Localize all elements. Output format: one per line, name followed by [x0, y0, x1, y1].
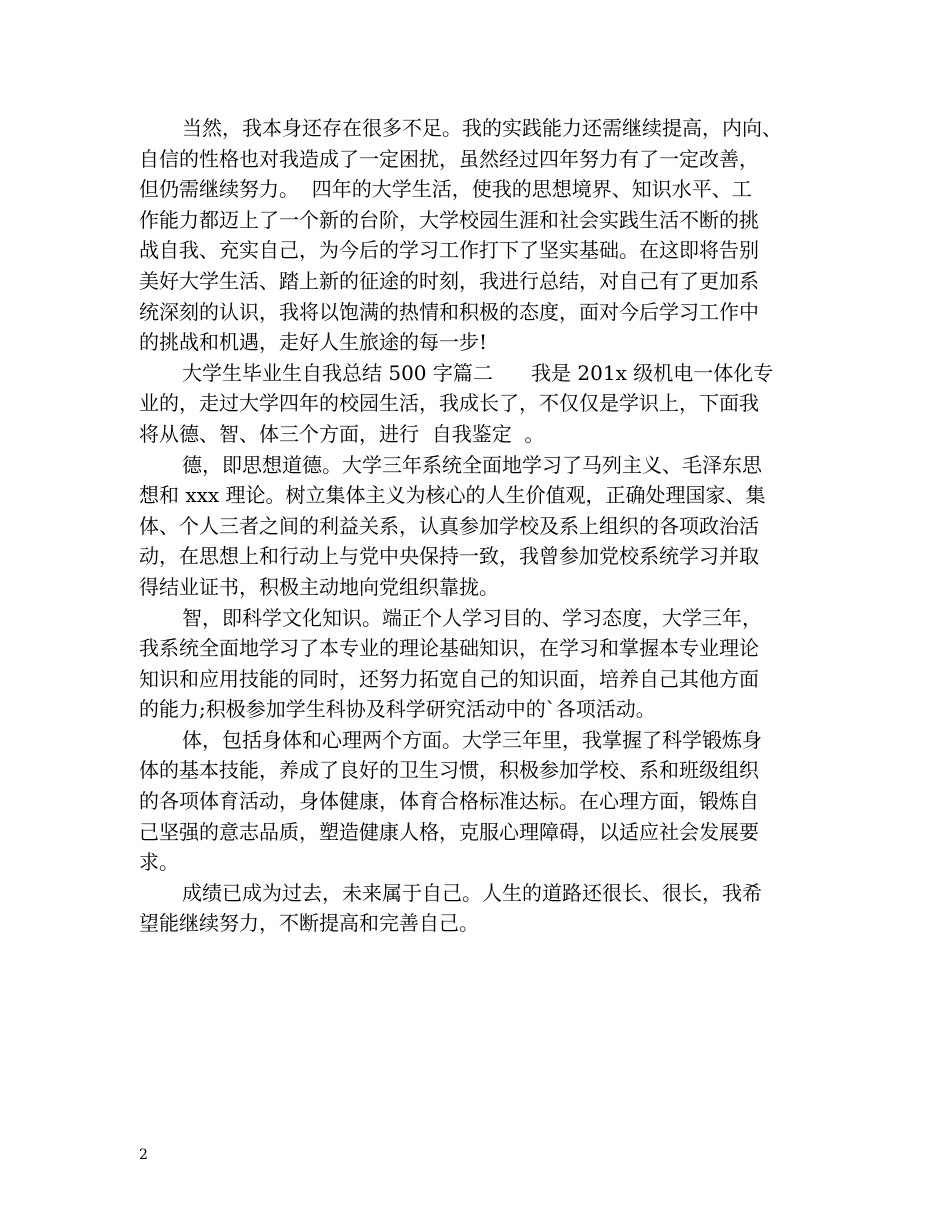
text-line: 体、个人三者之间的利益关系，认真参加学校及系上组织的各项政治活 [139, 513, 759, 538]
text-line: 当然，我本身还存在很多不足。我的实践能力还需继续提高，内向、 [182, 116, 782, 140]
text-line: 自信的性格也对我造成了一定困扰，虽然经过四年努力有了一定改善， [139, 146, 759, 171]
text-line: 知识和应用技能的同时，还努力拓宽自己的知识面，培养自己其他方面 [139, 666, 759, 691]
text-line: 智，即科学文化知识。端正个人学习目的、学习态度，大学三年， [182, 605, 762, 630]
text-line: 战自我、充实自己，为今后的学习工作打下了坚实基础。在这即将告别 [139, 238, 759, 263]
text-line: 的挑战和机遇，走好人生旅途的每一步! [139, 330, 488, 355]
text-line: 的各项体育活动，身体健康，体育合格标准达标。在心理方面，锻炼自 [139, 789, 759, 814]
text-line: 想和 xxx 理论。树立集体主义为核心的人生价值观，正确处理国家、集 [139, 483, 766, 508]
text-line: 但仍需继续努力。 四年的大学生活，使我的思想境界、知识水平、工 [139, 177, 752, 202]
text-line: 体，包括身体和心理两个方面。大学三年里，我掌握了科学锻炼身 [182, 727, 762, 752]
text-line: 动，在思想上和行动上与党中央保持一致，我曾参加党校系统学习并取 [139, 544, 759, 569]
text-line: 美好大学生活、踏上新的征途的时刻，我进行总结，对自己有了更加系 [139, 268, 759, 293]
text-line: 的能力;积极参加学生科协及科学研究活动中的`各项活动。 [139, 697, 656, 722]
text-line: 业的，走过大学四年的校园生活，我成长了，不仅仅是学识上，下面我 [139, 391, 759, 416]
text-line: 己坚强的意志品质，塑造健康人格，克服心理障碍，以适应社会发展要 [139, 819, 759, 844]
text-line: 作能力都迈上了一个新的台阶，大学校园生涯和社会实践生活不断的挑 [139, 207, 759, 232]
text-line: 将从德、智、体三个方面，进行 自我鉴定 。 [139, 421, 545, 446]
text-line: 望能继续努力，不断提高和完善自己。 [139, 911, 479, 936]
page-number: 2 [139, 1147, 148, 1163]
text-line: 德，即思想道德。大学三年系统全面地学习了马列主义、毛泽东思 [182, 452, 762, 477]
document-body [139, 113, 829, 939]
text-line: 成绩已成为过去，未来属于自己。人生的道路还很长、很长，我希 [182, 880, 762, 905]
text-line: 统深刻的认识，我将以饱满的热情和积极的态度，面对今后学习工作中 [139, 299, 759, 324]
text-line: 求。 [139, 850, 179, 875]
text-line: 大学生毕业生自我总结 500 字篇二 我是 201x 级机电一体化专 [182, 360, 774, 385]
text-line: 得结业证书，积极主动地向党组织靠拢。 [139, 574, 499, 599]
text-line: 我系统全面地学习了本专业的理论基础知识，在学习和掌握本专业理论 [139, 636, 759, 661]
text-line: 体的基本技能，养成了良好的卫生习惯，积极参加学校、系和班级组织 [139, 758, 759, 783]
